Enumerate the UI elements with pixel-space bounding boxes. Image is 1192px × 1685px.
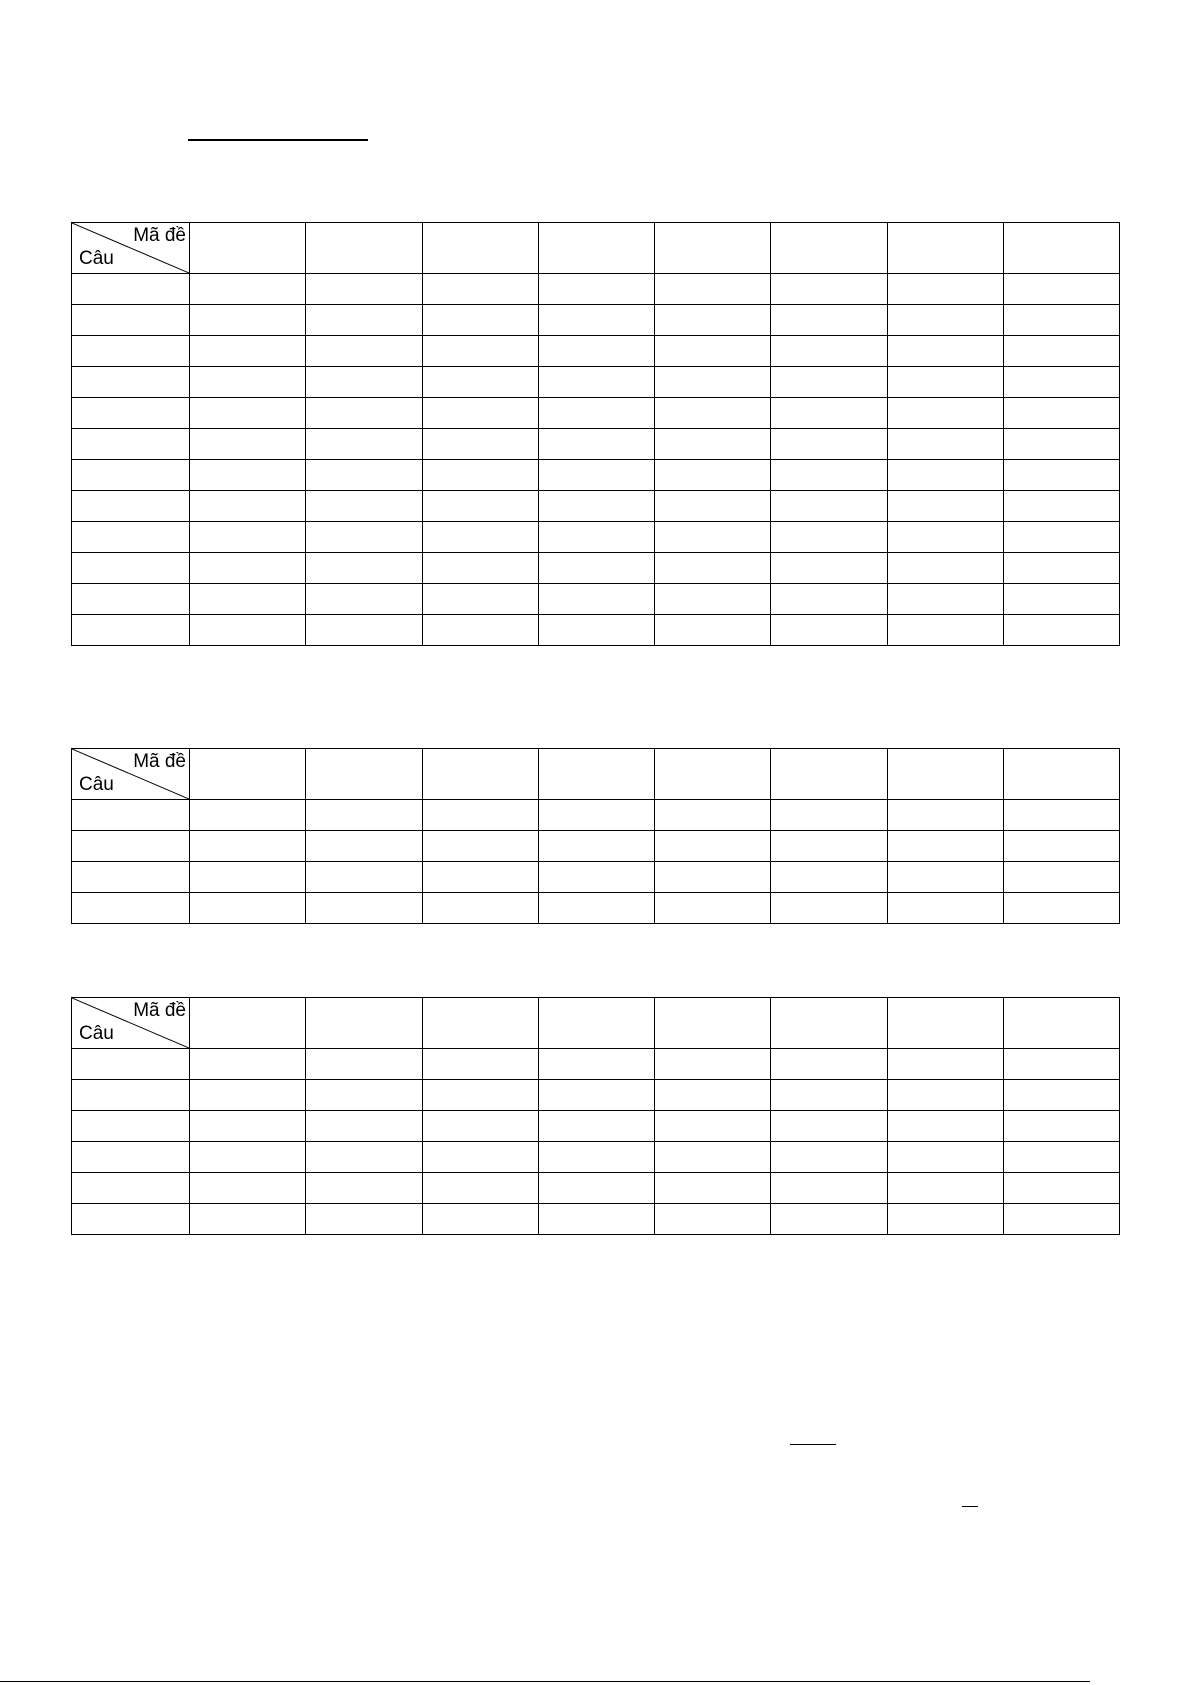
answer-cell: [190, 553, 306, 584]
answer-cell: [771, 1080, 887, 1111]
answer-cell: [771, 831, 887, 862]
answer-cell: [1003, 862, 1119, 893]
answer-cell: [1003, 491, 1119, 522]
answer-cell: [655, 1049, 771, 1080]
row-header-label: Câu: [79, 248, 114, 269]
answer-cell: [422, 1080, 538, 1111]
answer-cell: [538, 1204, 654, 1235]
answer-cell: [655, 460, 771, 491]
answer-cell: [655, 367, 771, 398]
answer-cell: [306, 831, 422, 862]
answer-cell: [422, 491, 538, 522]
answer-cell: [1003, 584, 1119, 615]
answer-cell: [887, 305, 1003, 336]
table-row: [72, 305, 1120, 336]
answer-cell: [190, 1049, 306, 1080]
answer-cell: [190, 522, 306, 553]
answer-cell: [538, 584, 654, 615]
answer-cell: [306, 398, 422, 429]
diagonal-header-cell: [72, 998, 190, 1049]
answer-cell: [655, 1173, 771, 1204]
answer-cell: [422, 1111, 538, 1142]
answer-cell: [190, 1080, 306, 1111]
table-row: [72, 584, 1120, 615]
question-number-cell: [72, 491, 190, 522]
answer-cell: [771, 893, 887, 924]
answer-cell: [771, 1204, 887, 1235]
answer-cell: [1003, 274, 1119, 305]
question-number-cell: [72, 893, 190, 924]
answer-cell: [306, 367, 422, 398]
answer-cell: [887, 398, 1003, 429]
question-number-cell: [72, 522, 190, 553]
answer-cell: [190, 398, 306, 429]
answer-cell: [538, 1142, 654, 1173]
answer-cell: [1003, 1080, 1119, 1111]
footer-rule: [0, 1681, 1090, 1682]
answer-cell: [306, 1173, 422, 1204]
question-number-cell: [72, 1173, 190, 1204]
answer-cell: [655, 831, 771, 862]
answer-cell: [190, 1111, 306, 1142]
answer-cell: [887, 1080, 1003, 1111]
answer-cell: [887, 522, 1003, 553]
answer-cell: [655, 1204, 771, 1235]
answer-cell: [655, 305, 771, 336]
fraction-bar: [790, 1444, 836, 1445]
answer-cell: [306, 1111, 422, 1142]
answer-cell: [771, 1173, 887, 1204]
answer-cell: [887, 584, 1003, 615]
exam-code-cell: [306, 223, 422, 274]
answer-cell: [655, 615, 771, 646]
question-number-cell: [72, 1080, 190, 1111]
answer-cell: [422, 862, 538, 893]
exam-code-cell: [771, 998, 887, 1049]
answer-cell: [538, 1049, 654, 1080]
answer-table-2: [71, 748, 1120, 924]
exam-code-cell: [306, 749, 422, 800]
exam-code-cell: [422, 749, 538, 800]
answer-cell: [1003, 553, 1119, 584]
answer-cell: [1003, 1204, 1119, 1235]
answer-cell: [771, 460, 887, 491]
answer-cell: [306, 800, 422, 831]
table-row: [72, 615, 1120, 646]
answer-cell: [771, 305, 887, 336]
answer-cell: [655, 584, 771, 615]
answer-cell: [771, 1111, 887, 1142]
diagonal-header-cell: [72, 223, 190, 274]
table-row: [72, 893, 1120, 924]
answer-cell: [422, 1173, 538, 1204]
answer-cell: [422, 460, 538, 491]
answer-cell: [1003, 305, 1119, 336]
answer-cell: [306, 862, 422, 893]
answer-cell: [771, 584, 887, 615]
exam-code-cell: [887, 749, 1003, 800]
diagonal-header-cell: [72, 749, 190, 800]
answer-cell: [1003, 1173, 1119, 1204]
question-number-cell: [72, 398, 190, 429]
question-number-cell: [72, 831, 190, 862]
answer-cell: [655, 274, 771, 305]
answer-cell: [190, 305, 306, 336]
answer-cell: [306, 305, 422, 336]
answer-cell: [306, 553, 422, 584]
answer-cell: [887, 274, 1003, 305]
answer-cell: [190, 491, 306, 522]
exam-code-cell: [190, 749, 306, 800]
answer-cell: [887, 1111, 1003, 1142]
answer-cell: [887, 460, 1003, 491]
answer-cell: [422, 398, 538, 429]
answer-cell: [190, 460, 306, 491]
table-row: [72, 1080, 1120, 1111]
answer-cell: [887, 336, 1003, 367]
table-row: [72, 429, 1120, 460]
answer-cell: [1003, 893, 1119, 924]
row-header-label: Câu: [79, 774, 114, 795]
exam-code-cell: [538, 998, 654, 1049]
answer-cell: [538, 274, 654, 305]
answer-cell: [422, 1204, 538, 1235]
answer-cell: [771, 274, 887, 305]
question-number-cell: [72, 1111, 190, 1142]
exam-code-cell: [1003, 998, 1119, 1049]
answer-cell: [306, 336, 422, 367]
exam-code-cell: [655, 749, 771, 800]
answer-cell: [306, 491, 422, 522]
answer-cell: [1003, 522, 1119, 553]
answer-cell: [1003, 367, 1119, 398]
exam-code-cell: [190, 223, 306, 274]
answer-cell: [771, 800, 887, 831]
answer-cell: [422, 893, 538, 924]
exam-code-cell: [306, 998, 422, 1049]
row-header-label: Câu: [79, 1023, 114, 1044]
answer-cell: [771, 1142, 887, 1173]
answer-cell: [655, 893, 771, 924]
table-header-row: [72, 223, 1120, 274]
answer-cell: [306, 429, 422, 460]
answer-cell: [655, 398, 771, 429]
question-number-cell: [72, 1204, 190, 1235]
table-row: [72, 1111, 1120, 1142]
answer-cell: [1003, 398, 1119, 429]
exam-code-cell: [771, 749, 887, 800]
answer-cell: [887, 1173, 1003, 1204]
table-row: [72, 800, 1120, 831]
answer-cell: [538, 305, 654, 336]
answer-cell: [887, 893, 1003, 924]
answer-cell: [538, 862, 654, 893]
answer-cell: [538, 1111, 654, 1142]
exam-code-cell: [771, 223, 887, 274]
answer-cell: [538, 429, 654, 460]
answer-cell: [1003, 615, 1119, 646]
answer-cell: [422, 1142, 538, 1173]
answer-cell: [538, 398, 654, 429]
answer-cell: [771, 336, 887, 367]
question-number-cell: [72, 553, 190, 584]
answer-cell: [887, 1142, 1003, 1173]
answer-cell: [655, 522, 771, 553]
answer-cell: [655, 1142, 771, 1173]
answer-cell: [538, 831, 654, 862]
answer-cell: [538, 1080, 654, 1111]
table-header-row: [72, 749, 1120, 800]
question-number-cell: [72, 800, 190, 831]
answer-cell: [190, 1142, 306, 1173]
table-row: [72, 491, 1120, 522]
answer-cell: [306, 522, 422, 553]
question-number-cell: [72, 305, 190, 336]
answer-cell: [887, 831, 1003, 862]
answer-cell: [190, 1204, 306, 1235]
answer-cell: [771, 862, 887, 893]
answer-cell: [771, 615, 887, 646]
answer-cell: [538, 460, 654, 491]
answer-cell: [655, 553, 771, 584]
answer-cell: [306, 1049, 422, 1080]
exam-code-cell: [1003, 223, 1119, 274]
column-header-label: Mã đề: [133, 1000, 186, 1021]
table-row: [72, 367, 1120, 398]
answer-table-1: [71, 222, 1120, 646]
answer-cell: [422, 367, 538, 398]
question-number-cell: [72, 584, 190, 615]
exam-code-cell: [538, 749, 654, 800]
answer-cell: [306, 615, 422, 646]
answer-cell: [306, 274, 422, 305]
exam-code-cell: [190, 998, 306, 1049]
table-header-row: [72, 998, 1120, 1049]
table-row: [72, 1142, 1120, 1173]
answer-cell: [887, 367, 1003, 398]
answer-cell: [538, 553, 654, 584]
answer-cell: [1003, 831, 1119, 862]
answer-cell: [887, 429, 1003, 460]
answer-cell: [190, 336, 306, 367]
answer-cell: [190, 615, 306, 646]
question-number-cell: [72, 336, 190, 367]
table-row: [72, 831, 1120, 862]
question-number-cell: [72, 429, 190, 460]
answer-cell: [306, 1204, 422, 1235]
table-row: [72, 460, 1120, 491]
answer-cell: [538, 336, 654, 367]
answer-cell: [1003, 336, 1119, 367]
question-number-cell: [72, 274, 190, 305]
answer-cell: [1003, 1111, 1119, 1142]
exam-code-cell: [422, 223, 538, 274]
answer-cell: [771, 522, 887, 553]
answer-cell: [1003, 1049, 1119, 1080]
answer-cell: [306, 1080, 422, 1111]
answer-cell: [771, 398, 887, 429]
answer-cell: [655, 800, 771, 831]
answer-cell: [190, 367, 306, 398]
table-row: [72, 1204, 1120, 1235]
answer-cell: [538, 522, 654, 553]
answer-cell: [887, 615, 1003, 646]
exam-code-cell: [887, 998, 1003, 1049]
answer-cell: [422, 584, 538, 615]
exam-code-cell: [1003, 749, 1119, 800]
question-number-cell: [72, 367, 190, 398]
answer-cell: [422, 305, 538, 336]
answer-table-3: [71, 997, 1120, 1235]
answer-cell: [1003, 1142, 1119, 1173]
answer-cell: [422, 429, 538, 460]
answer-cell: [306, 893, 422, 924]
answer-cell: [655, 1111, 771, 1142]
answer-cell: [422, 553, 538, 584]
answer-cell: [771, 429, 887, 460]
answer-cell: [306, 460, 422, 491]
answer-cell: [190, 893, 306, 924]
answer-cell: [538, 1173, 654, 1204]
answer-cell: [655, 491, 771, 522]
answer-cell: [422, 1049, 538, 1080]
answer-cell: [771, 553, 887, 584]
answer-cell: [1003, 429, 1119, 460]
column-header-label: Mã đề: [133, 225, 186, 246]
question-number-cell: [72, 460, 190, 491]
answer-cell: [887, 1049, 1003, 1080]
answer-cell: [422, 336, 538, 367]
answer-cell: [306, 1142, 422, 1173]
answer-cell: [422, 274, 538, 305]
answer-cell: [190, 429, 306, 460]
question-number-cell: [72, 615, 190, 646]
answer-cell: [538, 800, 654, 831]
answer-cell: [538, 491, 654, 522]
answer-cell: [190, 584, 306, 615]
table-row: [72, 1173, 1120, 1204]
answer-cell: [538, 615, 654, 646]
table-row: [72, 274, 1120, 305]
answer-cell: [422, 522, 538, 553]
answer-cell: [190, 800, 306, 831]
answer-cell: [887, 800, 1003, 831]
answer-cell: [771, 367, 887, 398]
table-row: [72, 398, 1120, 429]
table-row: [72, 1049, 1120, 1080]
answer-cell: [1003, 460, 1119, 491]
answer-cell: [655, 862, 771, 893]
answer-cell: [422, 800, 538, 831]
table-row: [72, 862, 1120, 893]
answer-cell: [887, 862, 1003, 893]
answer-cell: [887, 1204, 1003, 1235]
answer-cell: [422, 615, 538, 646]
exam-code-cell: [655, 998, 771, 1049]
title-underline: [188, 139, 368, 141]
exam-code-cell: [655, 223, 771, 274]
exam-code-cell: [887, 223, 1003, 274]
question-number-cell: [72, 1142, 190, 1173]
table-row: [72, 553, 1120, 584]
answer-cell: [422, 831, 538, 862]
fraction-bar: [962, 1506, 978, 1507]
answer-cell: [655, 429, 771, 460]
answer-cell: [190, 1173, 306, 1204]
column-header-label: Mã đề: [133, 751, 186, 772]
exam-code-cell: [422, 998, 538, 1049]
answer-cell: [655, 1080, 771, 1111]
answer-cell: [771, 491, 887, 522]
answer-cell: [887, 553, 1003, 584]
answer-cell: [1003, 800, 1119, 831]
answer-cell: [306, 584, 422, 615]
question-number-cell: [72, 862, 190, 893]
exam-code-cell: [538, 223, 654, 274]
table-row: [72, 522, 1120, 553]
answer-cell: [655, 336, 771, 367]
answer-cell: [887, 491, 1003, 522]
answer-cell: [538, 893, 654, 924]
table-row: [72, 336, 1120, 367]
answer-cell: [771, 1049, 887, 1080]
question-number-cell: [72, 1049, 190, 1080]
answer-cell: [190, 831, 306, 862]
answer-cell: [538, 367, 654, 398]
answer-cell: [190, 862, 306, 893]
answer-cell: [190, 274, 306, 305]
